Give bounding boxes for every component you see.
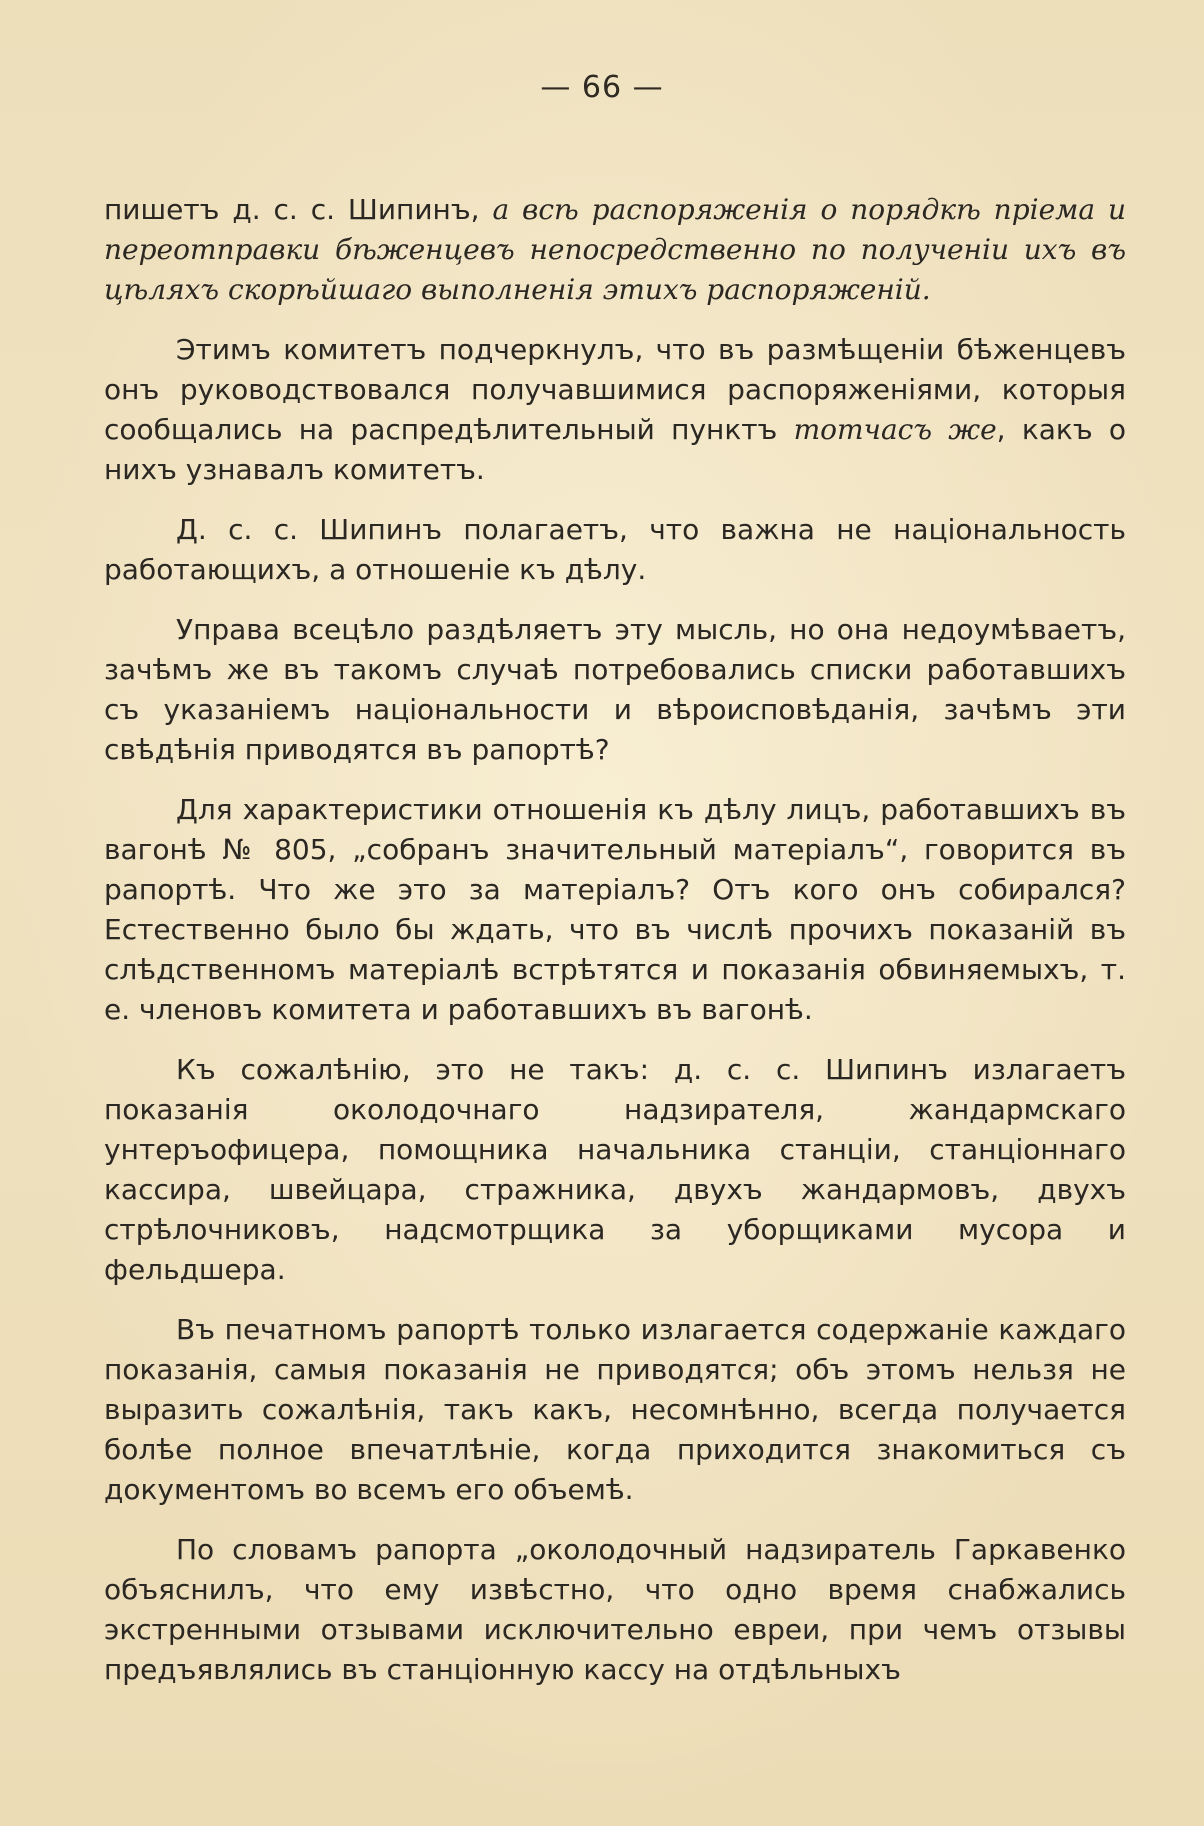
- paragraph-4: Управа всецѣло раздѣляетъ эту мысль, но она недоумѣваетъ, зачѣмъ же въ такомъ случаѣ потребовались списки работавшихъ съ указаніемъ національности и вѣроисповѣданія, зачѣмъ эти свѣдѣнія приводятся въ рапортѣ?: [104, 613, 1126, 766]
- paragraph-2-italic: тотчасъ же: [793, 413, 997, 446]
- paragraph-1-text: пишетъ д. с. с. Шипинъ,: [104, 193, 493, 226]
- paragraph-7: Въ печатномъ рапортѣ только излагается содержаніе каждаго показанія, самыя показанія не приводятся; объ этомъ нельзя не выразить сожалѣнія, такъ какъ, несомнѣнно, всегда получается болѣе полное впечатлѣніе, когда приходится знакомиться съ документомъ во всемъ его объемѣ.: [104, 1313, 1126, 1506]
- paragraph-3: Д. с. с. Шипинъ полагаетъ, что важна не національность работающихъ, а отношеніе къ дѣлу.: [104, 513, 1126, 586]
- paragraph-1: [104, 190, 1126, 310]
- paragraph-5: Для характеристики отношенія къ дѣлу лицъ, работавшихъ въ вагонѣ № 805, „собранъ значительный матеріалъ“, говорится въ рапортѣ. Что же это за матеріалъ? Отъ кого онъ собирался? Естественно было бы ждать, что въ числѣ прочихъ показаній въ слѣдственномъ матеріалѣ встрѣтятся и показанія обвиняемыхъ, т. е. членовъ комитета и работавшихъ въ вагонѣ.: [104, 793, 1126, 1026]
- page-number: — 66 —: [540, 70, 664, 105]
- body-text: [104, 190, 1126, 1710]
- paragraph-1-italic: а всѣ распоряженія о порядкѣ пріема и переотправки бѣженцевъ непосредственно по полученіи ихъ въ цѣляхъ скорѣйшаго выполненія этихъ распоряженій.: [104, 193, 1127, 306]
- paragraph-2-text: Этимъ комитетъ подчеркнулъ, что въ размѣщеніи бѣженцевъ онъ руководствовался получавшимися распоряженіями, которыя сообщались на распредѣлительный пунктъ: [104, 333, 1126, 446]
- paragraph-2-tail: , какъ о нихъ узнавалъ комитетъ.: [104, 413, 1126, 486]
- paragraph-2: [104, 330, 1126, 490]
- paragraph-6: Къ сожалѣнію, это не такъ: д. с. с. Шипинъ излагаетъ показанія околодочнаго надзирателя, жандармскаго унтеръофицера, помощника начальника станціи, станціоннаго кассира, швейцара, стражника, двухъ жандармовъ, двухъ стрѣлочниковъ, надсмотрщика за уборщиками мусора и фельдшера.: [104, 1053, 1126, 1286]
- paragraph-8: По словамъ рапорта „околодочный надзиратель Гаркавенко объяснилъ, что ему извѣстно, что одно время снабжались экстренными отзывами исключительно евреи, при чемъ отзывы предъявлялись въ станціонную кассу на отдѣльныхъ: [104, 1533, 1126, 1686]
